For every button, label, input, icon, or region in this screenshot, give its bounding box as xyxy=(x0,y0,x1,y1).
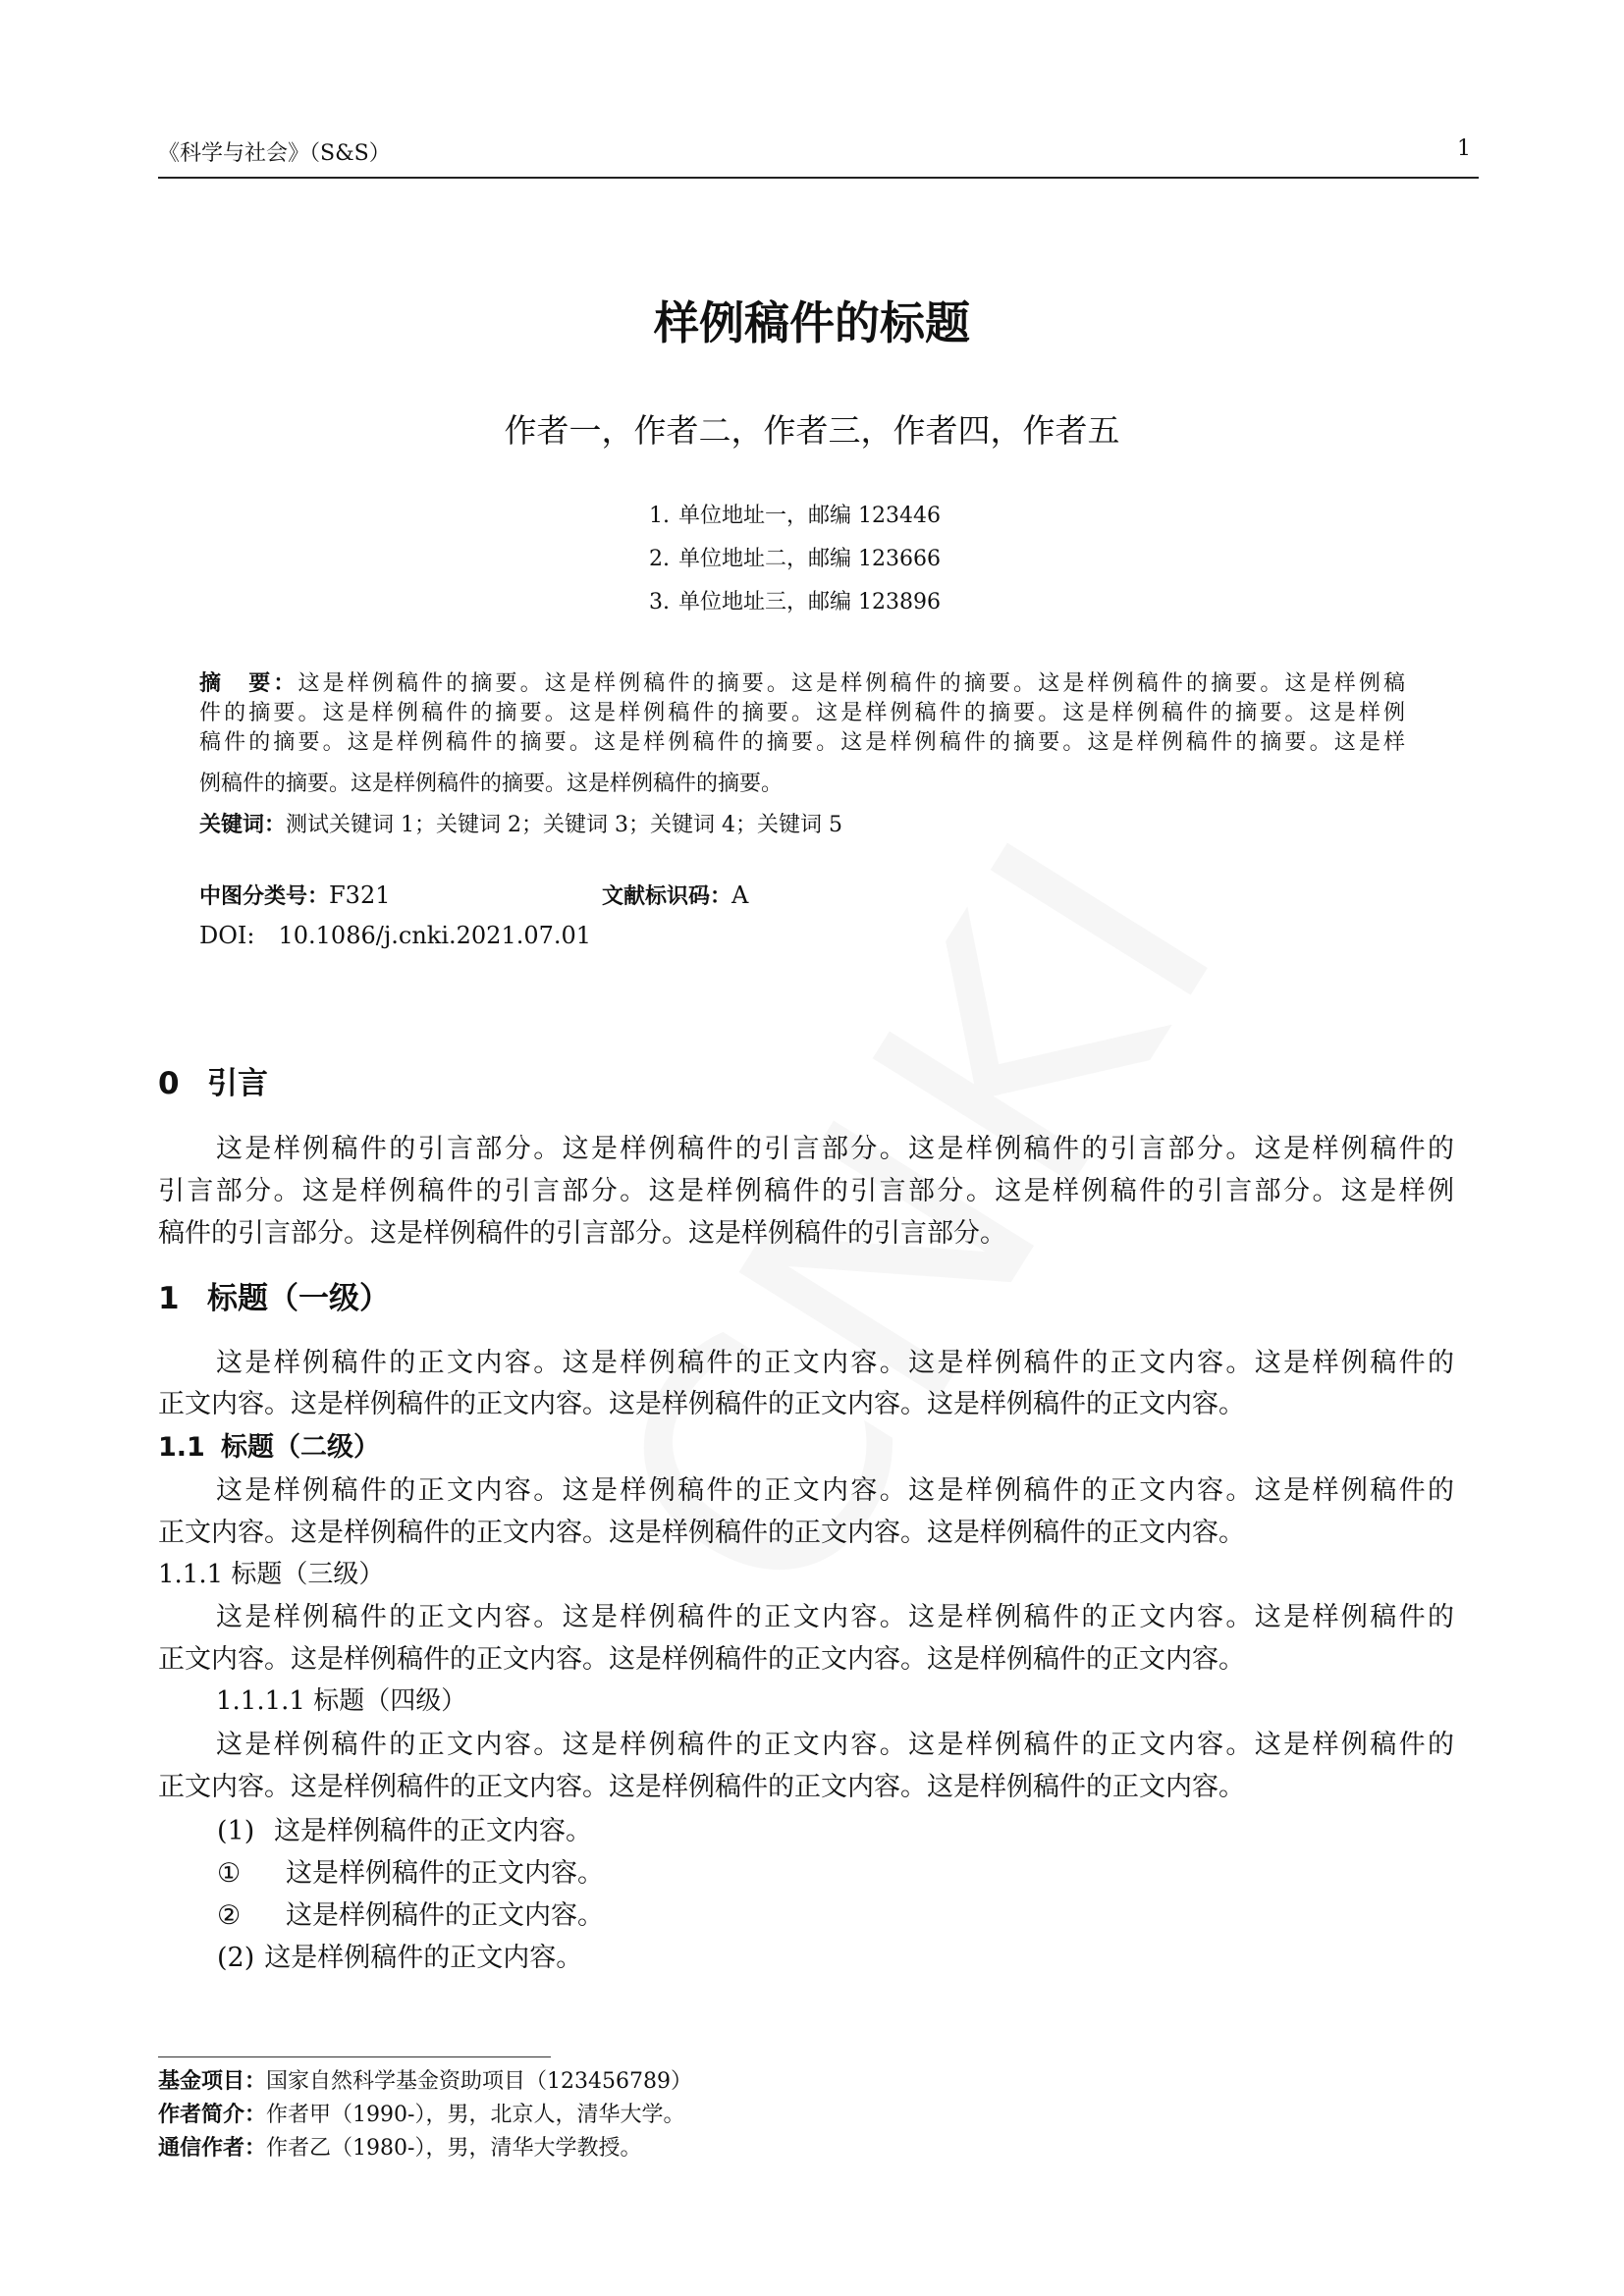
doi-value: 10.1086/j.cnki.2021.07.01 xyxy=(278,922,592,949)
footnote-label: 基金项目： xyxy=(158,2069,267,2094)
abstract-line: 例稿件的摘要。这是样例稿件的摘要。这是样例稿件的摘要。 xyxy=(199,772,784,796)
document-code-label: 文献标识码： xyxy=(602,884,732,909)
affiliation-text: 单位地址一，邮编 123446 xyxy=(678,504,941,528)
affiliation-text: 单位地址二，邮编 123666 xyxy=(678,547,941,571)
affiliation xyxy=(649,499,941,529)
list-text: 这是样例稿件的正文内容。 xyxy=(286,1900,604,1931)
section-number: 1 xyxy=(158,1281,180,1316)
affiliation xyxy=(649,542,941,572)
doi xyxy=(199,922,591,949)
affiliation-number: 1. xyxy=(649,504,670,528)
paragraph-line: 稿件的引言部分。这是样例稿件的引言部分。这是样例稿件的引言部分。 xyxy=(158,1218,1006,1249)
list-marker: ① xyxy=(217,1858,242,1889)
footnote-author-bio xyxy=(158,2098,684,2128)
list-marker: ② xyxy=(217,1900,242,1931)
footnote-text: 作者甲（1990-），男，北京人，清华大学。 xyxy=(266,2103,685,2127)
footnote-label: 作者简介： xyxy=(158,2103,267,2127)
level4-heading: 1.1.1.1 标题（四级） xyxy=(216,1686,467,1716)
list-item xyxy=(217,1851,604,1890)
list-item xyxy=(217,1809,592,1847)
paper-title: 样例稿件的标题 xyxy=(654,296,970,349)
list-text: 这是样例稿件的正文内容。 xyxy=(286,1858,604,1889)
paragraph-line: 这是样例稿件的正文内容。这是样例稿件的正文内容。这是样例稿件的正文内容。这是样例稿件的 xyxy=(216,1602,1454,1632)
page-number: 1 xyxy=(1457,136,1471,161)
footnote-corresponding-author xyxy=(158,2131,641,2162)
footnote-text: 作者乙（1980-），男，清华大学教授。 xyxy=(266,2136,642,2161)
subsection-heading xyxy=(158,1425,380,1464)
paragraph-line: 引言部分。这是样例稿件的引言部分。这是样例稿件的引言部分。这是样例稿件的引言部分。这是样例 xyxy=(158,1176,1454,1206)
clc-number xyxy=(199,880,390,910)
list-text: 这是样例稿件的正文内容。 xyxy=(264,1943,583,1973)
abstract-label: 摘 要： xyxy=(199,671,298,696)
clc-value: F321 xyxy=(329,881,391,909)
paragraph-line: 正文内容。这是样例稿件的正文内容。这是样例稿件的正文内容。这是样例稿件的正文内容。 xyxy=(158,1389,1245,1419)
paragraph-line: 这是样例稿件的引言部分。这是样例稿件的引言部分。这是样例稿件的引言部分。这是样例稿件的 xyxy=(216,1134,1454,1164)
footnote-funding xyxy=(158,2064,692,2095)
header-rule xyxy=(158,177,1479,179)
footnote-label: 通信作者： xyxy=(158,2136,267,2161)
clc-label: 中图分类号： xyxy=(199,884,330,909)
section-heading xyxy=(158,1058,268,1102)
keywords xyxy=(199,808,842,838)
list-marker: (2) xyxy=(217,1943,255,1973)
paragraph-line: 正文内容。这是样例稿件的正文内容。这是样例稿件的正文内容。这是样例稿件的正文内容。 xyxy=(158,1772,1245,1802)
paragraph-line: 这是样例稿件的正文内容。这是样例稿件的正文内容。这是样例稿件的正文内容。这是样例稿件的 xyxy=(216,1348,1454,1378)
affiliation-number: 3. xyxy=(649,590,670,614)
subsection-title: 标题（二级） xyxy=(221,1432,380,1463)
abstract-line: 件的摘要。这是样例稿件的摘要。这是样例稿件的摘要。这是样例稿件的摘要。这是样例稿件的摘要。这是样例 xyxy=(199,701,1405,725)
keywords-text: 测试关键词 1；关键词 2；关键词 3；关键词 4；关键词 5 xyxy=(286,813,842,837)
paragraph-line: 正文内容。这是样例稿件的正文内容。这是样例稿件的正文内容。这是样例稿件的正文内容。 xyxy=(158,1518,1245,1548)
document-code-value: A xyxy=(731,881,749,909)
paragraph-line: 正文内容。这是样例稿件的正文内容。这是样例稿件的正文内容。这是样例稿件的正文内容。 xyxy=(158,1644,1245,1675)
abstract-text: 这是样例稿件的摘要。这是样例稿件的摘要。这是样例稿件的摘要。这是样例稿件的摘要。这是样例稿 xyxy=(298,671,1405,696)
doi-label: DOI: xyxy=(199,922,255,949)
abstract-line xyxy=(199,667,1405,697)
list-item xyxy=(217,1936,582,1974)
affiliation xyxy=(649,585,941,615)
affiliation-number: 2. xyxy=(649,547,670,571)
subsection-number: 1.1 xyxy=(158,1432,205,1463)
list-item xyxy=(217,1894,604,1932)
affiliation-text: 单位地址三，邮编 123896 xyxy=(678,590,941,614)
section-title: 标题（一级） xyxy=(207,1281,390,1316)
footnote-text: 国家自然科学基金资助项目（123456789） xyxy=(266,2069,692,2094)
paragraph-line: 这是样例稿件的正文内容。这是样例稿件的正文内容。这是样例稿件的正文内容。这是样例稿件的 xyxy=(216,1475,1454,1506)
section-number: 0 xyxy=(158,1066,180,1101)
paragraph-line: 这是样例稿件的正文内容。这是样例稿件的正文内容。这是样例稿件的正文内容。这是样例稿件的 xyxy=(216,1730,1454,1760)
abstract-line: 稿件的摘要。这是样例稿件的摘要。这是样例稿件的摘要。这是样例稿件的摘要。这是样例稿件的摘要。这是样 xyxy=(199,730,1405,755)
footnote-rule xyxy=(158,2056,551,2057)
journal-header: 《科学与社会》（S&S） xyxy=(158,141,391,166)
list-marker: (1) xyxy=(217,1816,255,1846)
section-title: 引言 xyxy=(207,1066,268,1101)
author-list: 作者一，作者二，作者三，作者四，作者五 xyxy=(504,411,1120,450)
list-text: 这是样例稿件的正文内容。 xyxy=(274,1816,592,1846)
section-heading xyxy=(158,1273,390,1317)
keywords-label: 关键词： xyxy=(199,813,287,837)
subsubsection-heading: 1.1.1 标题（三级） xyxy=(158,1560,385,1589)
document-code xyxy=(602,880,748,910)
